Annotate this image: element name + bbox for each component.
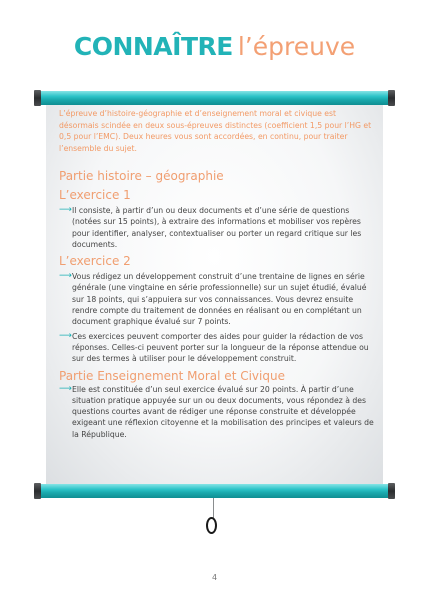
item-text: Elle est constituée d’un seul exercice évalué sur 20 points. À partir d’une situation pratique appuyée sur un ou deux documents, vous répondez à des questions courtes avant de rédiger une réponse construite et développée exigeant une réflexion citoyenne et la mobilisation des principes et valeurs de la République. <box>72 384 374 439</box>
item-text: Ces exercices peuvent comporter des aides pour guider la rédaction de vos réponses. Celles-ci peuvent porter sur la longueur de la réponse attendue ou sur des termes à utiliser pour le développement construit. <box>72 331 369 364</box>
top-roller <box>40 91 389 105</box>
arrow-icon: ⟶ <box>59 383 72 394</box>
item-text: Vous rédigez un développement construit d’une trentaine de lignes en série générale (une vingtaine en série professionnelle) sur un sujet étudié, évalué sur 18 points, qui s’appuiera sur vos connaissances. Vous devrez ensuite rendre compte du traitement de données en réalisant ou en complétant un document graphique évalué sur 7 points. <box>72 272 367 327</box>
top-left-roller-cap <box>34 90 41 106</box>
bottom-right-roller-cap <box>388 483 395 499</box>
section-heading-emc: Partie Enseignement Moral et Civique <box>59 368 285 383</box>
top-right-roller-cap <box>388 90 395 106</box>
arrow-icon: ⟶ <box>59 271 72 282</box>
screen-content <box>59 168 377 443</box>
item-text: Il consiste, à partir d’un ou deux documents et d’une série de questions (notées sur 15 points), à extraire des informations et mobiliser vos repères pour identifier, analyser, contextualiser ou porter un regard critique sur les documents. <box>72 206 362 249</box>
bottom-roller <box>40 484 389 498</box>
exercise-1-heading: L’exercice 1 <box>59 188 131 202</box>
title-emphasis: CONNAÎTRE <box>73 32 233 61</box>
list-item <box>59 205 377 250</box>
list-item <box>59 331 377 365</box>
intro-paragraph: L’épreuve d’histoire-géographie et d’enseignement moral et civique est désormais scindée en deux sous-épreuves distinctes (coefficient 1,5 pour l’HG et 0,5 pour l’EMC). Deux heures vous sont accordées, en continu, pour traiter l’ensemble du sujet. <box>59 109 372 153</box>
arrow-icon: ⟶ <box>59 205 72 215</box>
arrow-icon: ⟶ <box>59 330 72 341</box>
title-rest: l’épreuve <box>237 32 356 61</box>
list-item <box>59 384 377 440</box>
bottom-left-roller-cap <box>34 483 41 499</box>
section-heading-histoire-geographie: Partie histoire – géographie <box>59 169 224 183</box>
exercise-2-heading: L’exercice 2 <box>59 254 131 269</box>
page-title <box>0 30 429 64</box>
pull-ring-icon <box>206 517 217 534</box>
list-item <box>59 271 377 327</box>
page-number: 4 <box>211 573 218 582</box>
